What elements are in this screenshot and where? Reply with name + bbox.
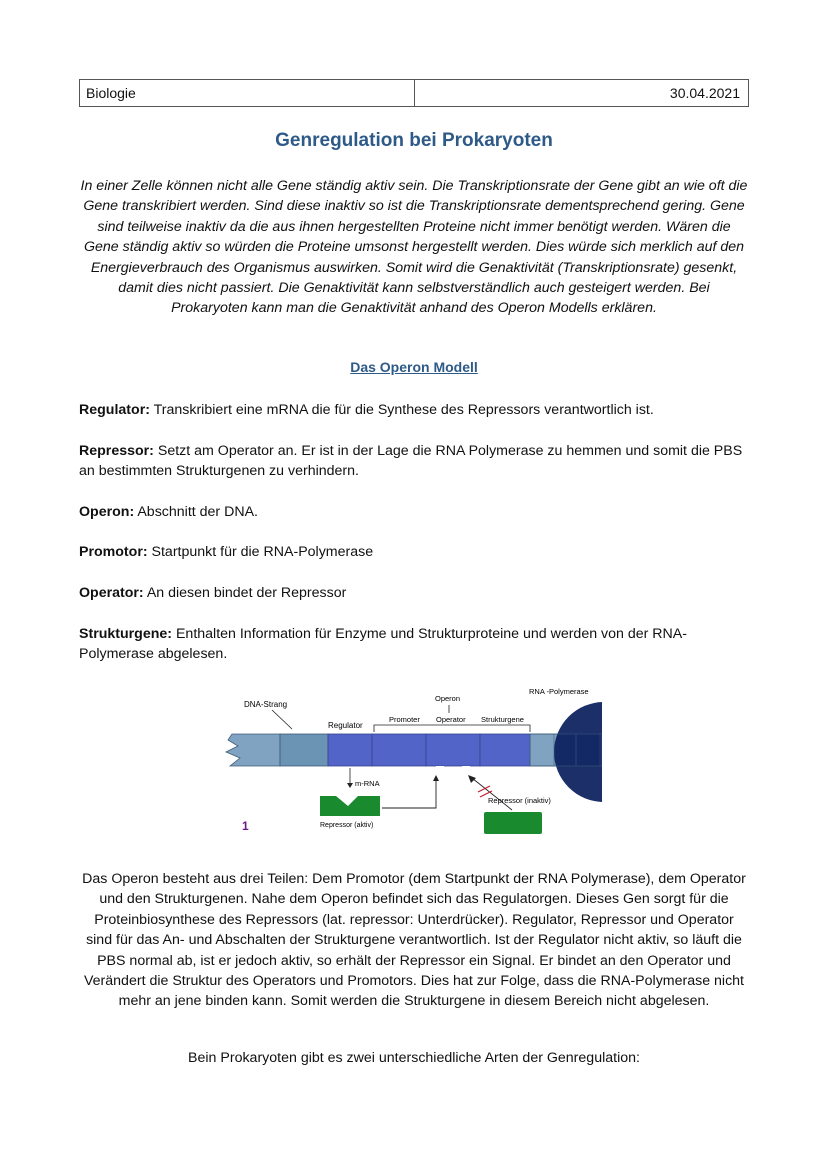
header-table [79, 79, 749, 107]
label-rna-polymerase: RNA -Polymerase [529, 687, 589, 696]
definition-promotor [79, 542, 751, 562]
definition-strukturgene [79, 624, 751, 665]
figure-number: 1 [242, 819, 249, 833]
definition-regulator [79, 400, 751, 420]
label-mrna: m-RNA [355, 779, 380, 788]
operator-notch [436, 766, 444, 771]
definition-repressor [79, 441, 751, 482]
repressor-active-shape [320, 796, 380, 816]
definition-text: Enthalten Information für Enzyme und Strukturproteine und werden von der RNA-Polymerase abgelesen. [79, 626, 687, 663]
definition-term: Operon: [79, 504, 135, 520]
definition-term: Strukturgene: [79, 626, 173, 642]
definition-operon [79, 502, 751, 522]
label-strukturgene: Strukturgene [481, 715, 524, 724]
definition-text: An diesen bindet der Repressor [146, 585, 347, 601]
date-cell: 30.04.2021 [669, 85, 740, 101]
operator-segment [426, 734, 480, 766]
label-operator: Operator [436, 715, 466, 724]
definition-term: Regulator: [79, 402, 150, 418]
label-regulator: Regulator [328, 721, 363, 730]
definition-term: Operator: [79, 585, 144, 601]
operon-diagram-svg [222, 682, 602, 838]
regulator-gene [328, 734, 372, 766]
mrna-arrowhead [347, 783, 353, 788]
operator-notch [462, 766, 470, 771]
dna-segment [280, 734, 328, 766]
dna-strang-pointer [272, 710, 292, 729]
body-paragraph: Das Operon besteht aus drei Teilen: Dem Promotor (dem Startpunkt der RNA Polymerase), dem Operator und den Strukturgenen. Nahe dem Operon befindet sich das Regulatorgen. Dieses Gen sorgt für die Proteinbiosynthese des Repressors (lat. repressor: Unterdrücker). Regulator, Repressor und Operator sind für das An- und Abschalten der Strukturgene verantwortlich. Ist der Regulator nicht aktiv, so läuft die PBS normal ab, ist er jedoch aktiv, so erhält der Repressor ein Signal. Er bindet an den Operator und Verändert die Struktur des Operators und Promotors. Dies hat zur Folge, dass die RNA-Polymerase nicht mehr an jene binden kann. Somit werden die Strukturgene in diesem Bereich nicht abgelesen. [82, 871, 746, 1010]
page-title: Genregulation bei Prokaryoten [275, 130, 553, 151]
label-promoter: Promoter [389, 715, 420, 724]
label-repressor-inactive: Repressor (inaktiv) [488, 796, 551, 805]
definition-operator [79, 583, 751, 603]
intro-paragraph: In einer Zelle können nicht alle Gene ständig aktiv sein. Die Transkriptionsrate der Gene gibt an wie oft die Gene transkribiert werden. Sind diese inaktiv so ist die Transkriptionsrate dementsprechend gering. Gene sind teilweise inaktiv da die aus ihnen hergestellten Proteine nicht immer benötigt werden. Wären die Gene ständig aktiv so würden die Proteine umsonst hergestellt werden. Dies würde sich merklich auf den Energieverbrauch des Organismus auswirken. Somit wird die Genaktivität (Transkriptionsrate) gesenkt, damit dies nicht passiert. Die Genaktivität kann selbstverständlich auch gesteigert werden. Bei Prokaryoten kann man die Genaktivität anhand des Operon Modells erklären. [80, 178, 748, 317]
definition-text: Transkribiert eine mRNA die für die Synthese des Repressors verantwortlich ist. [153, 402, 654, 418]
definition-text: Setzt am Operator an. Er ist in der Lage die RNA Polymerase zu hemmen und somit die PBS an bestimmten Strukturgenen zu verhindern. [79, 443, 743, 480]
closing-sentence: Bein Prokaryoten gibt es zwei unterschiedliche Arten der Genregulation: [188, 1050, 640, 1066]
operon-bracket [374, 725, 530, 732]
definition-term: Repressor: [79, 443, 154, 459]
section-heading: Das Operon Modell [350, 359, 478, 375]
blocked-arrow [472, 778, 512, 810]
repressor-arrowhead [433, 775, 439, 781]
strukturgene-segment [480, 734, 530, 766]
label-dna-strang: DNA-Strang [244, 700, 288, 709]
label-repressor-active: Repressor (aktiv) [320, 822, 374, 829]
repressor-inactive-shape [484, 812, 542, 834]
repressor-path-arrow [382, 778, 436, 808]
definition-term: Promotor: [79, 544, 148, 560]
blocked-arrowhead [468, 775, 476, 783]
label-operon: Operon [435, 694, 461, 703]
subject-cell: Biologie [80, 80, 415, 106]
definition-text: Abschnitt der DNA. [137, 504, 258, 520]
promoter-segment [372, 734, 426, 766]
dna-strand-end [226, 734, 280, 766]
operon-diagram [222, 682, 602, 838]
definition-text: Startpunkt für die RNA-Polymerase [151, 544, 374, 560]
rna-polymerase-shape [554, 702, 602, 802]
